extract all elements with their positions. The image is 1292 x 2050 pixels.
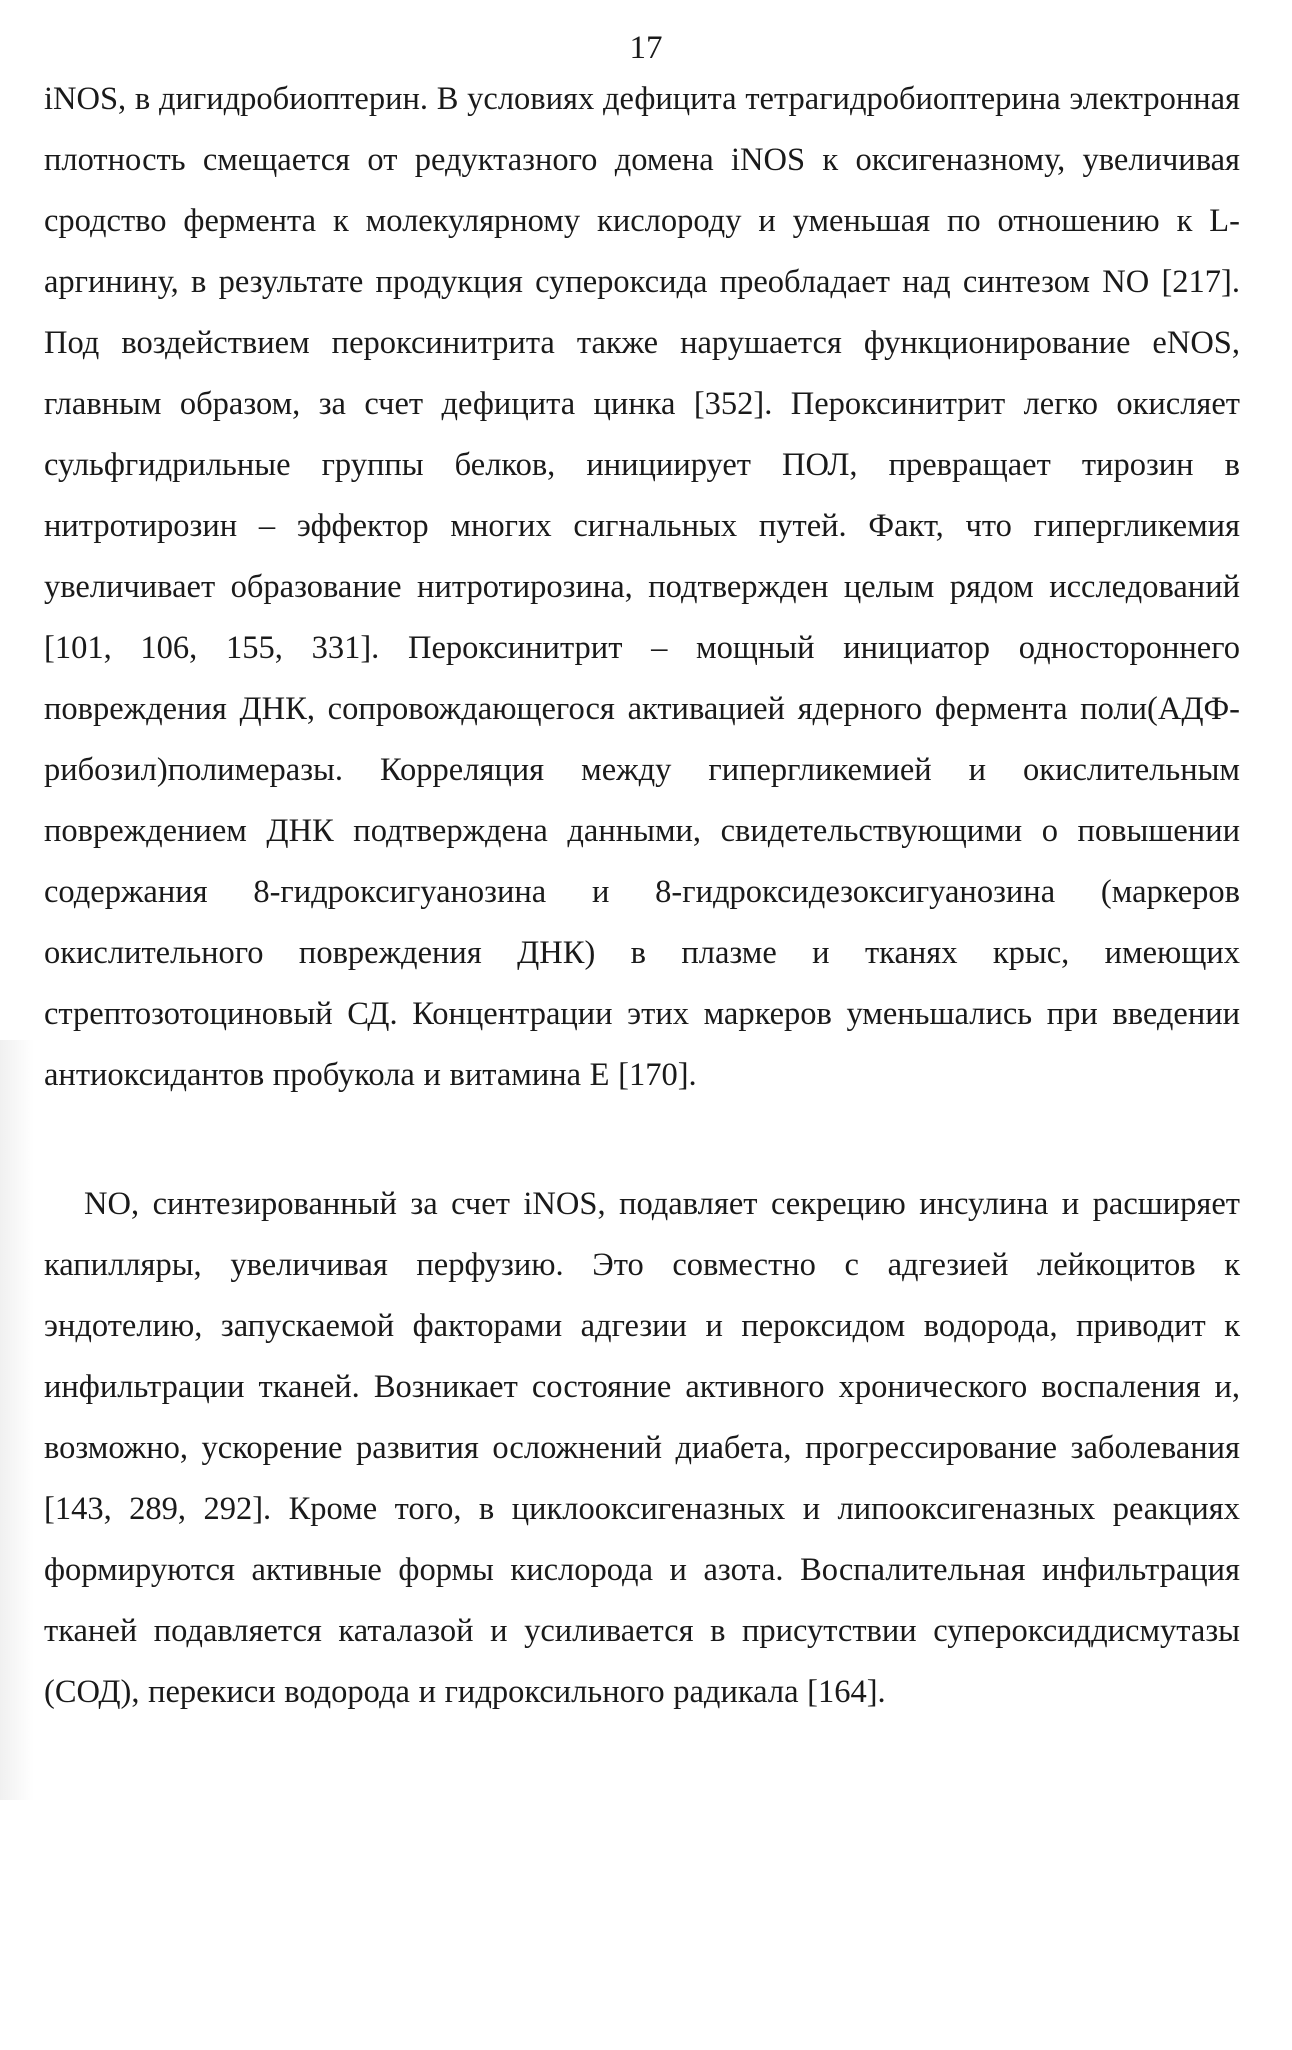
paragraph-2: NO, синтезированный за счет iNOS, подавляет секрецию инсулина и расширяет капилляры, увеличивая перфузию. Это совместно с адгезией лейкоцитов к эндотелию, запускаемой факторами адгезии и пероксидом водорода, приводит к инфильтрации тканей. Возникает состояние активного хронического воспаления и, возможно, ускорение развития осложнений диабета, прогрессирование заболевания [143, 289, 292]. Кроме того, в циклооксигеназных и липооксигеназных реакциях формируются активные формы кислорода и азота. Воспалительная инфильтрация тканей подавляется каталазой и усиливается в присутствии супероксиддисмутазы (СОД), перекиси водорода и гидроксильного радикала [164]. (44, 1186, 1240, 1710)
paragraph-1: iNOS, в дигидробиоптерин. В условиях дефицита тетрагидробиоптерина электронная плотность смещается от редуктазного домена iNOS к оксигеназному, увеличивая сродство фермента к молекулярному кислороду и уменьшая по отношению к L-аргинину, в результате продукция супероксида преобладает над синтезом NO [217]. Под воздействием пероксинитрита также нарушается функционирование eNOS, главным образом, за счет дефицита цинка [352]. Пероксинитрит легко окисляет сульфгидрильные группы белков, инициирует ПОЛ, превращает тирозин в нитротирозин – эффектор многих сигнальных путей. Факт, что гипергликемия увеличивает образование нитротирозина, подтвержден целым рядом исследований [101, 106, 155, 331]. Пероксинитрит – мощный инициатор одностороннего повреждения ДНК, сопровождающегося активацией ядерного фермента поли(АДФ-рибозил)полимеразы. Корреляция между гипергликемией и окислительным повреждением ДНК подтверждена данными, свидетельствующими о повышении содержания 8-гидроксигуанозина и 8-гидроксидезоксигуанозина (маркеров окислительного повреждения ДНК) в плазме и тканях крыс, имеющих стрептозотоциновый СД. Концентрации этих маркеров уменьшались при введении антиоксидантов пробукола и витамина Е [170]. (44, 81, 1240, 1093)
scan-edge-shadow (0, 1040, 34, 1800)
page-number: 17 (629, 30, 663, 66)
